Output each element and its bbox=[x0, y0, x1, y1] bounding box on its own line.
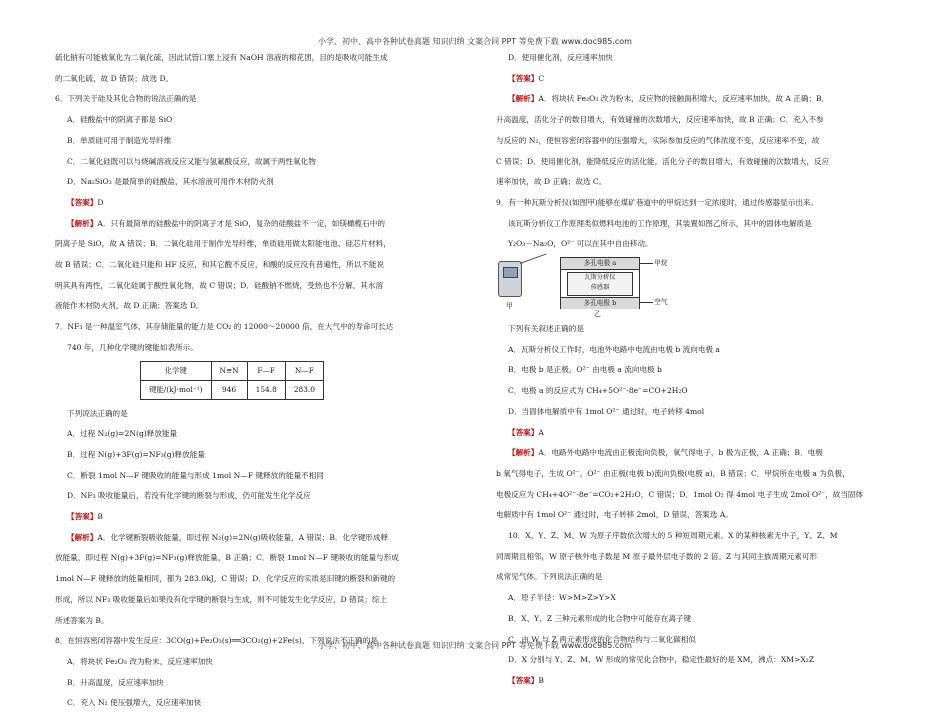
explanation-text: A．化学键断裂吸收能量，即过程 N₂(g)=2N(g)吸收能量，A 错误；B．化学键形成释 bbox=[97, 532, 389, 542]
option-d: D．NF₃ 吸收能量后，若没有化学键的断裂与形成，仍可能发生化学反应 bbox=[67, 491, 311, 501]
device-screen bbox=[503, 267, 518, 278]
figure-label-jia: 甲 bbox=[506, 302, 513, 311]
option-b: B．升高温度，反应速率加快 bbox=[67, 677, 164, 687]
explanation-line: 形成，所以 NF₃ 吸收能量后如果没有化学键的断裂与生成，则不可能发生化学反应，D 错误；综上 bbox=[55, 594, 388, 604]
option-c: C．由 W 与 Z 两元素形成的化合物结构与二氧化碳相似 bbox=[508, 634, 697, 644]
question-10-cont: 同周期且相邻，W 原子核外电子数是 M 原子最外层电子数的 2 倍。Z 与其同主族周期元素可形 bbox=[496, 551, 818, 561]
explanation-line: 速率加快，故 D 正确；故选 C。 bbox=[496, 177, 607, 187]
answer-value: B bbox=[97, 512, 103, 522]
option-b: B．电极 b 是正极，O²⁻ 由电极 a 流向电极 b bbox=[508, 365, 662, 375]
explanation-tag: 【解析】 bbox=[508, 94, 539, 104]
question-9: 9．有一种瓦斯分析仪(如图甲)能够在煤矿巷道中的甲烷达到一定浓度时，通过传感器显示出来。 bbox=[496, 197, 819, 207]
explanation-line: 与反应的 N₂，使恒容密闭容器中的压强增大，实际参加反应的气体浓度不变，反应速率不变，故 bbox=[496, 135, 820, 145]
answer-line bbox=[496, 69, 901, 90]
answer-tag: 【答案】 bbox=[67, 512, 98, 522]
answer-value: C bbox=[538, 73, 545, 83]
table-cell: 283.0 bbox=[285, 380, 323, 399]
question-6: 6．下列关于硅及其化合物的说法正确的是 bbox=[55, 94, 197, 104]
page-header: 小学、初中、高中各种试卷真题 知识归纳 文案合同 PPT 等免费下载 www.doc985.com bbox=[318, 37, 632, 46]
explanation-line: 故 B 错误；C．二氧化硅只能和 HF 反应，和其它酸不反应，和酸的反应没有普遍性，所以不能说 bbox=[55, 260, 385, 270]
option-a: A．将块状 Fe₂O₃ 改为粉末，反应速率加快 bbox=[67, 656, 213, 666]
left-column bbox=[55, 48, 460, 714]
explanation-line: 电极反应为 CH₄+4O²⁻-8e⁻=CO₂+2H₂O，C 错误；D．1mol O₂ 得 4mol 电子生成 2mol O²⁻，故当固体 bbox=[496, 489, 864, 499]
explanation-line: 液能作木材防火剂，故 D 正确；答案选 D。 bbox=[55, 301, 204, 311]
explanation-line: 电解质中有 1mol O²⁻ 通过时，电子转移 2mol，D 错误，答案选 A。 bbox=[496, 510, 733, 520]
table-cell: 154.8 bbox=[247, 380, 285, 399]
option-c: C．电极 a 的反应式为 CH₄+5O²⁻-8e⁻=CO+2H₂O bbox=[508, 386, 688, 396]
answer-tag: 【答案】 bbox=[508, 427, 539, 437]
explanation-line bbox=[55, 214, 460, 235]
electrode-a: 多孔电极 a bbox=[561, 258, 639, 270]
option-a: A．原子半径：W>M>Z>Y>X bbox=[508, 593, 616, 603]
option-a: A．过程 N₂(g)=2N(g)释放能量 bbox=[67, 429, 178, 439]
core-label-line: 传感器 bbox=[590, 284, 610, 292]
explanation-tag: 【解析】 bbox=[67, 218, 98, 228]
page-footer: 小学、初中、高中各种试卷真题 知识归纳 文案合同 PPT 等免费下载 www.doc985.com bbox=[318, 641, 632, 650]
explanation-line: 1mol N—F 键释放的能量相同，都为 283.0kJ，C 错误；D．化学反应的实质是旧键的断裂和新键的 bbox=[55, 574, 396, 584]
arrow-line bbox=[639, 302, 653, 303]
option-d: D．X 分别与 Y、Z、M、W 形成的常见化合物中，稳定性最好的是 XM，沸点：XM>X₂Z bbox=[508, 655, 815, 665]
answer-line bbox=[55, 507, 460, 528]
answer-value: B bbox=[538, 675, 544, 685]
option-b: B．X、Y、Z 三种元素形成的化合物中可能存在离子键 bbox=[508, 613, 692, 623]
table-header-cell: 化学键 bbox=[141, 361, 212, 380]
table-row bbox=[141, 361, 324, 380]
figure-label-yi: 乙 bbox=[594, 310, 601, 319]
arrow-line bbox=[639, 263, 653, 264]
explanation-line: 阴离子是 SiO，故 A 错误；B．二氧化硅用于制作光导纤维，单质硅用做太阳能电池、硅芯片材料， bbox=[55, 239, 391, 249]
option-a: A．硅酸盐中的阴离子都是 SiO bbox=[67, 115, 173, 125]
answer-line bbox=[55, 193, 460, 214]
fuel-cell-diagram bbox=[560, 257, 640, 309]
explanation-text: A．电路外电路中电流由正极流向负极，氧气得电子，b 极为正极，A 正确；B．电极 bbox=[538, 448, 823, 458]
table-cell: 键能/(kJ·mol⁻¹) bbox=[141, 380, 212, 399]
sensor-core bbox=[567, 272, 633, 296]
explanation-line: 升高温度，活化分子的数目增大，有效碰撞的次数增大，反应速率加快，故 B 正确；C．充入不参 bbox=[496, 115, 824, 125]
explanation-line: C 错误；D．使用催化剂，能降低反应的活化能，活化分子的数目增大，有效碰撞的次数增大，反应 bbox=[496, 156, 830, 166]
answer-line bbox=[496, 423, 901, 444]
table-row bbox=[141, 380, 324, 399]
question-prompt: 下列有关叙述正确的是 bbox=[508, 324, 584, 334]
option-d: D．Na₂SiO₃ 是最简单的硅酸盐，其水溶液可用作木材防火剂 bbox=[67, 177, 274, 187]
answer-tag: 【答案】 bbox=[508, 73, 539, 83]
option-c: C．充入 N₂ 使压强增大，反应速率加快 bbox=[67, 698, 202, 708]
answer-value: D bbox=[97, 197, 104, 207]
electrode-b: 多孔电极 b bbox=[561, 297, 639, 309]
right-column bbox=[496, 48, 901, 692]
question-10: 10．X、Y、Z、M、W 为原子序数依次增大的 5 种短周期元素。X 的某种核素无中子，Y、Z、M bbox=[508, 531, 838, 541]
gas-label-methane: 甲烷 bbox=[654, 259, 668, 268]
table-header-cell: F—F bbox=[247, 361, 285, 380]
explanation-line: 放能量，即过程 N(g)+3F(g)=NF₃(g)释放能量，B 正确；C．断裂 1mol N—F 键吸收的能量与形成 bbox=[55, 553, 399, 563]
explanation-tag: 【解析】 bbox=[508, 448, 539, 458]
core-label-line: 瓦斯分析仪 bbox=[584, 274, 616, 282]
option-a: A．瓦斯分析仪工作时，电池外电路中电流由电极 b 流向电极 a bbox=[508, 344, 720, 354]
option-c: C．断裂 1mol N—F 键吸收的能量与形成 1mol N—F 键释放的能量不相同 bbox=[67, 470, 324, 480]
gas-analyzer-figure bbox=[496, 257, 901, 319]
question-prompt: 下列说法正确的是 bbox=[67, 408, 128, 418]
option-c: C．二氧化硅既可以与烧碱溶液反应又能与氢氟酸反应，故属于两性氧化物 bbox=[67, 156, 316, 166]
gas-label-air: 空气 bbox=[654, 298, 668, 307]
question-8: 8．在恒容密闭容器中发生反应：3CO(g)+Fe₂O₃(s)══3CO₂(g)+2Fe(s)，下列说法不正确的是 bbox=[55, 636, 378, 646]
explanation-line: 所述答案为 B。 bbox=[55, 615, 109, 625]
explanation-text: A．将块状 Fe₂O₃ 改为粉末，反应物的接触面积增大，反应速率加快，故 A 正确；B． bbox=[538, 94, 830, 104]
question-9-cont: Y₂O₃－Na₂O，O²⁻ 可以在其中自由移动。 bbox=[508, 239, 653, 249]
option-b: B．过程 N(g)+3F(g)=NF₃(g)释放能量 bbox=[67, 449, 205, 459]
bond-energy-table bbox=[140, 361, 324, 400]
gas-analyzer-device-icon bbox=[498, 261, 522, 297]
explanation-line bbox=[496, 443, 901, 464]
explanation-line bbox=[55, 528, 460, 549]
explanation-line bbox=[496, 89, 901, 110]
answer-tag: 【答案】 bbox=[67, 197, 98, 207]
answer-line bbox=[496, 671, 901, 692]
text-line: 硫化钠有可能被氧化为二氧化硫，因此试管口塞上浸有 NaOH 溶液的棉花团，目的是吸收可能生成 bbox=[55, 53, 388, 62]
answer-tag: 【答案】 bbox=[508, 675, 539, 685]
table-cell: 946 bbox=[211, 380, 247, 399]
option-d: D．使用催化剂，反应速率加快 bbox=[508, 53, 613, 62]
question-10-cont: 成常见气体。下列说法正确的是 bbox=[496, 572, 603, 582]
text-line: 的二氧化硫，故 D 错误；故选 D。 bbox=[55, 73, 174, 83]
table-header-cell: N—F bbox=[285, 361, 323, 380]
option-d: D．当固体电解质中有 1mol O²⁻ 通过时，电子转移 4mol bbox=[508, 406, 705, 416]
explanation-line: b 氧气得电子，生成 O²⁻，O²⁻ 由正极(电极 b)流向负极(电极 a)，B 错误；C．甲烷所在电极 a 为负极， bbox=[496, 468, 850, 478]
explanation-line: 明其具有两性，二氧化硅属于酸性氧化物，故 C 错误；D．硅酸钠不燃烧，受热也不分解，其水溶 bbox=[55, 280, 384, 290]
option-b: B．单质硅可用于制造光导纤维 bbox=[67, 135, 172, 145]
explanation-text: A．只有最简单的硅酸盐中的阴离子才是 SiO，复杂的硅酸盐不一定，如镁橄榄石中的 bbox=[97, 218, 385, 228]
question-9-cont: 该瓦斯分析仪工作原理类似燃料电池的工作原理，其装置如图乙所示，其中的固体电解质是 bbox=[508, 218, 812, 228]
answer-value: A bbox=[538, 427, 544, 437]
question-7-cont: 740 年，几种化学键的键能如表所示。 bbox=[67, 342, 198, 352]
table-header-cell: N≡N bbox=[211, 361, 247, 380]
question-7: 7．NF₃ 是一种温室气体，其存储能量的能力是 CO₂ 的 12000～20000 倍，在大气中的寿命可长达 bbox=[55, 322, 394, 332]
explanation-tag: 【解析】 bbox=[67, 532, 98, 542]
device-cable bbox=[520, 253, 547, 264]
